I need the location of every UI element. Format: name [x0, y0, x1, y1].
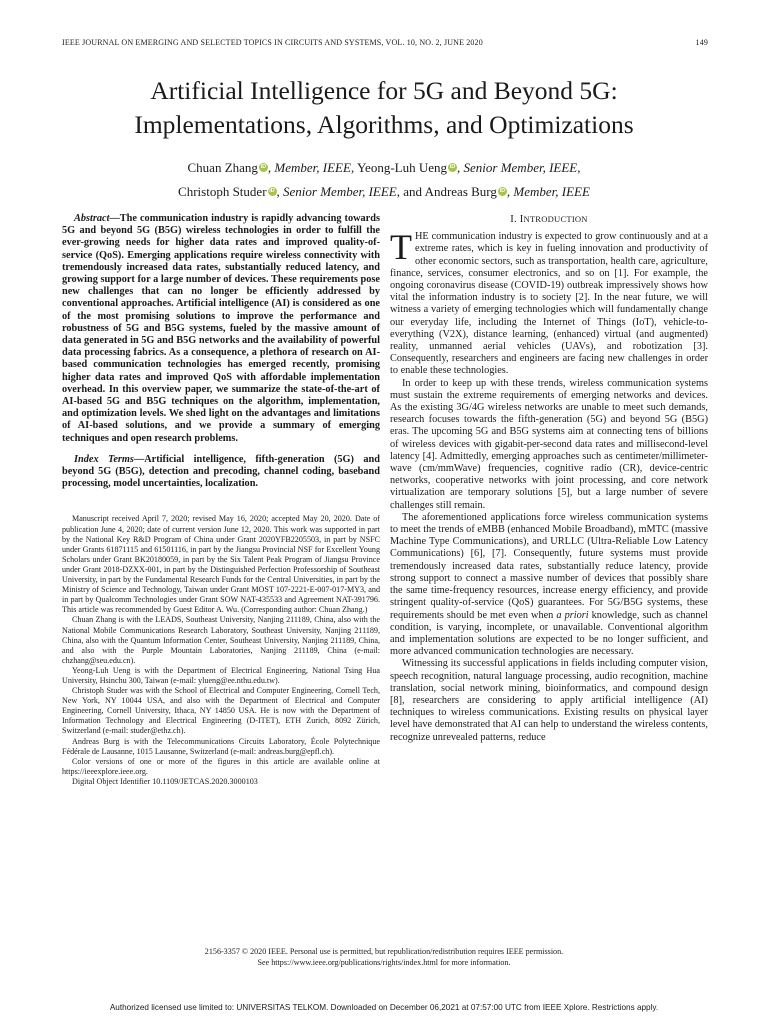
abstract-label: Abstract [74, 213, 110, 224]
footnote-color-versions: Color versions of one or more of the figures in this article are available online at https://ieeexplore.ieee.org. [62, 756, 380, 776]
paragraph-text: The aforementioned applications force wireless communication systems to meet the trends of eMBB (enhanced Mobile Broadband), mMTC (massive Machine Type Communications), and URLLC (Ultra-Reliable Low Latency Communications) [6], [7]. Consequently, future systems must provide tremendously increased data rates, substantially reduce latency, provide strong support to connect a massive number of devices that possibly share the same time-frequency resources, increase energy efficiency, and provide stringent quality-of-service (QoS) guarantees. For 5G/B5G systems, these requirements should be met even when [390, 511, 708, 621]
orcid-icon[interactable]: iD [260, 164, 267, 170]
index-terms-label: Index Terms [74, 453, 134, 465]
footnote-affiliation: Yeong-Luh Ueng is with the Department of Electrical Engineering, National Tsing Hua University, Hsinchu 300, Taiwan (e-mail: ylueng@ee.nthu.edu.tw). [62, 665, 380, 685]
author-name: Yeong-Luh Ueng [356, 160, 448, 175]
license-download-note: Authorized licensed use limited to: UNIVERSITAS TELKOM. Downloaded on December 06,2021 at 07:57:00 UTC from IEEE Xplore. Restrictions apply. [109, 1003, 659, 1012]
section-title-initial: I [519, 214, 524, 225]
author-line-1: Chuan Zhang iD , Member, IEEE, Yeong-Luh Ueng iD , Senior Member, IEEE, [187, 160, 581, 175]
copyright-notice [40, 947, 728, 968]
section-number: I. [510, 214, 520, 225]
title-line-2: Implementations, Algorithms, and Optimizations [134, 110, 634, 139]
footnote-doi: Digital Object Identifier 10.1109/JETCAS.2020.3000103 [72, 776, 258, 786]
author-conjunction: , and [396, 184, 425, 199]
footnote-affiliation: Andreas Burg is with the Telecommunications Circuits Laboratory, École Polytechnique Fédérale de Lausanne, 1015 Lausanne, Switzerland (e-mail: andreas.burg@epfl.ch). [62, 736, 380, 756]
running-header [62, 38, 708, 47]
copyright-line: 2156-3357 © 2020 IEEE. Personal use is permitted, but republication/redistribution requires IEEE permission. [204, 947, 564, 956]
right-column [390, 213, 708, 744]
index-terms-dash: — [133, 453, 145, 465]
section-title-rest: NTRODUCTION [523, 214, 588, 224]
orcid-icon[interactable]: iD [269, 188, 275, 194]
abstract-dash: — [109, 213, 120, 224]
footnote-manuscript: Manuscript received April 7, 2020; revised May 16, 2020; accepted May 20, 2020. Date of publication June 4, 2020; date of current version June 12, 2020. This work was supported in part by the National Key R&D Program of China under Grant 2020YFB2205503, in part by NSFC under Grants 61871115 and 61501116, in part by the Jiangsu Provincial NSF for Excellent Young Scholars under Grant BK20180059, in part by the Six Talent Peak Program of Jiangsu Province under Grant 2018-DZXX-001, in part by the Distinguished Perfection Professorship of Southeast University, in part by the Fundamental Research Funds for the Central Universities, in part by the Ministry of Science and Technology, Taiwan under Grant MOST 107-2221-E-007-017-MY3, and in part by Qualcomm Technologies under Grant SOW NAT-435533 and Agreement NAT-391796. This article was recommended by Guest Editor A. Wu. (Corresponding author: Chuan Zhang.) [62, 514, 380, 615]
author-name: Christoph Studer [178, 184, 267, 199]
orcid-icon[interactable]: iD [449, 164, 456, 170]
author-membership: Senior Member, IEEE [283, 184, 397, 199]
author-membership: Senior Member, IEEE [463, 160, 578, 175]
left-column [62, 213, 380, 787]
author-membership: Member, IEEE [274, 160, 351, 175]
paragraph-3 [390, 512, 708, 658]
drop-cap: T [390, 227, 412, 268]
italic-term: a priori [556, 609, 589, 621]
abstract [62, 213, 380, 445]
journal-name: IEEE JOURNAL ON EMERGING AND SELECTED TOPICS IN CIRCUITS AND SYSTEMS, VOL. 10, NO. 2, JUNE 2020 [62, 38, 483, 47]
page-number: 149 [695, 38, 708, 47]
section-heading [390, 213, 708, 226]
paragraph-2: In order to keep up with these trends, wireless communication systems must sustain the extreme requirements of emerging networks and devices. As the existing 3G/4G wireless networks are unable to meet such demands, research focuses towards the fifth-generation (5G) and beyond 5G (B5G) eras. The upcoming 5G and B5G systems aim at connecting tens of billions of wireless devices with gigabit-per-second data rates and millisecond-level latency [4]. Admittedly, emerging approaches such as centimeter/millimeter-wave (cm/mmWave) frequencies, cognitive radio (CR), device-centric networks, cooperative networks with joint processing, and core network virtualization are temporary solutions [5], but a large number of severe challenges still remain. [390, 377, 708, 511]
paragraph-text: HE communication industry is expected to grow continuously and at a extreme rates, which is key in fueling innovation and productivity of other economic sectors, such as transportation, health care, agriculture, finance, services, consumer electronics, and so on [1]. For example, the ongoing coronavirus disease (COVID-19) outbreak impressively shows how vital the information industry is to society [2]. In the near future, we will witness a variety of emerging technologies which will fundamentally change our everyday life, including the Internet of Things (IoT), vehicle-to-everything (V2X), distance learning, (enhanced) virtual (and augmented) reality, unmanned aerial vehicles (UAVs), and robotization [3]. Consequently, researchers and engineers are facing new challenges in order to enable these technologies. [390, 231, 708, 377]
paragraph-1 [390, 227, 708, 377]
index-terms-text: Artificial intelligence, fifth-generation (5G) and beyond 5G (B5G), detection and precoding, channel coding, baseband processing, model uncertainties, localization. [62, 453, 380, 490]
author-list [40, 156, 728, 204]
footnote-affiliation: Christoph Studer was with the School of Electrical and Computer Engineering, Cornell Tech, New York, NY 10044 USA, and also with the Department of Electrical and Computer Engineering, Cornell University, Ithaca, NY 14850 USA. He is now with the Department of Information Technology and Electrical Engineering (D-ITET), ETH Zurich, 8092 Zürich, Switzerland (e-mail: studer@ethz.ch). [62, 686, 380, 736]
author-line-2: Christoph Studer iD , Senior Member, IEEE, and Andreas Burg iD , Member, IEEE [178, 184, 590, 199]
author-membership: Member, IEEE [513, 184, 590, 199]
abstract-text: The communication industry is rapidly advancing towards 5G and beyond 5G (B5G) wireless technologies in order to fulfill the ever-growing needs for higher data rates and improved quality-of-service (QoS). Emerging applications require wireless connectivity with tremendously increased data rates, substantially reduced latency, and growing support for a large number of devices. These requirements pose new challenges that can no longer be efficiently addressed by conventional approaches. Artificial intelligence (AI) is considered as one of the most promising solutions to improve the performance and robustness of 5G and B5G systems, fueled by the massive amount of data generated in 5G and B5G networks and the availability of powerful data processing fabrics. As a consequence, a plethora of research on AI-based communication technologies has emerged recently, promising higher data rates and improved QoS with affordable implementation overhead. In this overview paper, we summarize the state-of-the-art of AI-based 5G and B5G techniques on the algorithm, implementation, and optimization levels. We shed light on the advantages and limitations of AI-based solutions, and we provide a summary of emerging techniques and open research problems. [62, 213, 380, 444]
index-terms [62, 454, 380, 491]
paper-title [40, 74, 728, 142]
footnote-affiliation: Chuan Zhang is with the LEADS, Southeast University, Nanjing 211189, China, also with the National Mobile Communications Research Laboratory, Southeast University, Nanjing 211189, China, also with the Quantum Information Center, Southeast University, Nanjing 211189, China, and also with the Purple Mountain Laboratories, Nanjing 211189, China (e-mail: chzhang@seu.edu.cn). [62, 615, 380, 665]
paragraph-4: Witnessing its successful applications in fields including computer vision, speech recognition, natural language processing, audio recognition, machine translation, social network mining, bioinformatics, and compound design [8], researchers are considering to apply artificial intelligence (AI) techniques to wireless communications. Existing results on physical layer level have demonstrated that AI can help to understand the wireless contents, recognize unrevealed patterns, reduce [390, 658, 708, 743]
title-line-1: Artificial Intelligence for 5G and Beyond 5G: [150, 76, 618, 105]
paragraph-text: knowledge, such as channel condition, is varying, incomplete, or unavailable. Conventional algorithm and implementation solutions are expected to be no longer sufficient, and more advanced communication technologies are necessary. [390, 609, 708, 658]
rights-link[interactable]: See https://www.ieee.org/publications/rights/index.html for more information. [257, 957, 511, 967]
author-name: Andreas Burg [424, 184, 497, 199]
footnotes [62, 514, 380, 787]
orcid-icon[interactable]: iD [499, 188, 506, 194]
author-name: Chuan Zhang [187, 160, 258, 175]
